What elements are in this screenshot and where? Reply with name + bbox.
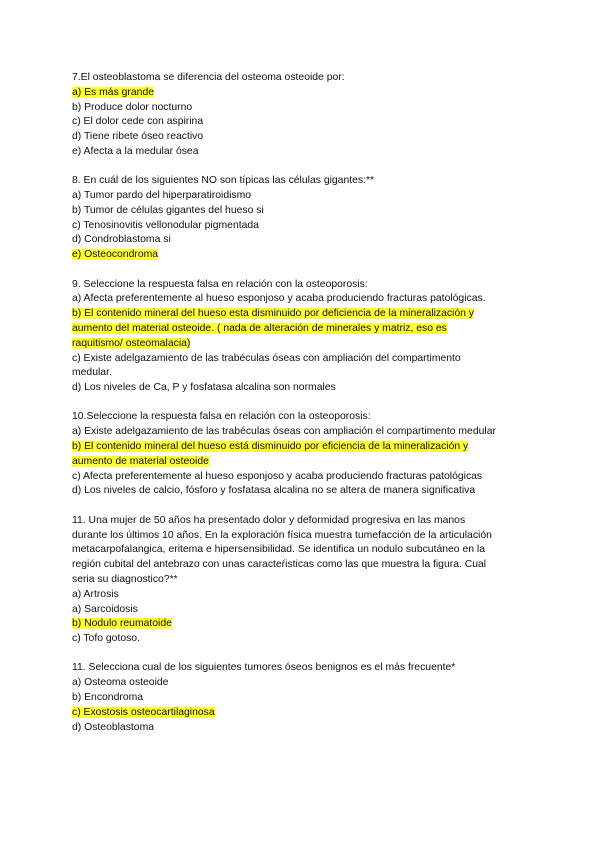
answer-option-text: c) Tofo gotoso. bbox=[72, 633, 140, 645]
answer-option bbox=[72, 130, 532, 145]
answer-option bbox=[72, 676, 532, 691]
answer-option bbox=[72, 603, 532, 618]
answer-option bbox=[72, 204, 532, 219]
answer-option-text: a) Osteoma osteoide bbox=[72, 677, 169, 689]
answer-option-text: d) Los niveles de calcio, fósforo y fosfatasa alcalina no se altera de manera significativa bbox=[72, 485, 476, 497]
answer-option-text: raquitismo/ osteomalacia) bbox=[72, 337, 191, 349]
question-stem: 8. En cuál de los siguientes NO son típicas las células gigantes:** bbox=[72, 175, 375, 187]
question-block bbox=[72, 174, 532, 263]
answer-option bbox=[72, 101, 532, 116]
question-stem: 11. Selecciona cual de los siguientes tumores óseos benignos es el más frecuente* bbox=[72, 662, 456, 674]
answer-option-text: aumento de material osteoide bbox=[72, 455, 209, 467]
answer-option-highlighted bbox=[72, 248, 532, 263]
answer-option-text: c) El dolor cede con aspirina bbox=[72, 116, 204, 128]
answer-option-text: aumento del material osteoide. ( nada de alteración de minerales y matriz, eso es bbox=[72, 322, 447, 334]
answer-option-text: a) Tumor pardo del hiperparatiroidismo bbox=[72, 190, 252, 202]
answer-option-text: b) Encondroma bbox=[72, 691, 144, 703]
answer-option-highlighted bbox=[72, 86, 532, 101]
answer-option-highlighted bbox=[72, 440, 532, 455]
answer-option-text: b) El contenido mineral del hueso esta disminuido por deficiencia de la mineralización y bbox=[72, 308, 474, 320]
answer-option-text: c) Tenosinovitis vellonodular pigmentada bbox=[72, 219, 259, 231]
answer-option-text: e) Osteocondroma bbox=[72, 249, 159, 261]
question-stem: metacarpofalangica, eritema e hipersensibilidad. Se identifica un nodulo subcutáneo en la bbox=[72, 544, 486, 556]
answer-option-text: a) Es más grande bbox=[72, 86, 155, 98]
answer-option bbox=[72, 691, 532, 706]
question-block bbox=[72, 71, 532, 160]
answer-option bbox=[72, 721, 532, 736]
answer-option bbox=[72, 366, 532, 381]
answer-option-text: d) Los niveles de Ca, P y fosfatasa alcalina son normales bbox=[72, 382, 336, 394]
answer-option-highlighted bbox=[72, 455, 532, 470]
answer-option bbox=[72, 115, 532, 130]
answer-option-text: d) Condroblastoma si bbox=[72, 234, 171, 246]
answer-option bbox=[72, 632, 532, 647]
answer-option-highlighted bbox=[72, 322, 532, 337]
answer-option-highlighted bbox=[72, 307, 532, 322]
question-stem: región cubital del antebrazo con unas caracteŕisticas como las que muestra la figura. Cual bbox=[72, 559, 487, 571]
question-block bbox=[72, 514, 532, 647]
answer-option-text: d) Osteoblastoma bbox=[72, 721, 155, 733]
answer-option-text: c) Afecta preferentemente al hueso esponjoso y acaba produciendo fracturas patológicas bbox=[72, 470, 483, 482]
answer-option-text: b) Tumor de células gigantes del hueso si bbox=[72, 204, 264, 216]
answer-option-text: a) Sarcoidosis bbox=[72, 603, 138, 615]
question-stem: seria su diagnostico?** bbox=[72, 573, 178, 585]
answer-option bbox=[72, 588, 532, 603]
question-stem: durante los últimos 10 años. En la exploración física muestra tumefacción de la articulación bbox=[72, 529, 492, 541]
answer-option bbox=[72, 219, 532, 234]
answer-option bbox=[72, 189, 532, 204]
answer-option-text: a) Artrosis bbox=[72, 588, 119, 600]
answer-option bbox=[72, 484, 532, 499]
answer-option-highlighted bbox=[72, 706, 532, 721]
answer-option bbox=[72, 292, 532, 307]
answer-option bbox=[72, 352, 532, 367]
answer-option-text: a) Afecta preferentemente al hueso esponjoso y acaba produciendo fracturas patológicas. bbox=[72, 293, 486, 305]
question-list bbox=[72, 71, 532, 750]
question-stem: 7.El osteoblastoma se diferencia del osteoma osteoide por: bbox=[72, 72, 345, 83]
answer-option-text: c) Existe adelgazamiento de las trabéculas óseas con ampliación del compartimento bbox=[72, 352, 461, 364]
answer-option bbox=[72, 233, 532, 248]
answer-option-text: b) Nodulo reumatoide bbox=[72, 618, 172, 630]
question-stem: 10.Seleccione la respuesta falsa en relación con la osteoporosis: bbox=[72, 411, 371, 423]
question-stem: 9. Seleccione la respuesta falsa en relación con la osteoporosis: bbox=[72, 278, 368, 290]
answer-option-text: a) Existe adelgazamiento de las trabéculas óseas con ampliación el compartimento medular bbox=[72, 426, 496, 438]
question-block bbox=[72, 278, 532, 396]
answer-option-text: b) Produce dolor nocturno bbox=[72, 101, 193, 113]
answer-option bbox=[72, 470, 532, 485]
question-block bbox=[72, 661, 532, 735]
question-stem: 11. Una mujer de 50 años ha presentado dolor y deformidad progresiva en las manos bbox=[72, 514, 466, 526]
answer-option-highlighted bbox=[72, 617, 532, 632]
answer-option bbox=[72, 145, 532, 160]
answer-option-text: e) Afecta a la medular ósea bbox=[72, 145, 199, 157]
answer-option-highlighted bbox=[72, 337, 532, 352]
answer-option-text: b) El contenido mineral del hueso está disminuido por eficiencia de la mineralización y bbox=[72, 441, 469, 453]
answer-option-text: c) Exostosis osteocartilaginosa bbox=[72, 706, 215, 718]
answer-option bbox=[72, 381, 532, 396]
question-block bbox=[72, 410, 532, 499]
answer-option bbox=[72, 425, 532, 440]
answer-option-text: medular. bbox=[72, 367, 112, 379]
answer-option-text: d) Tiene ribete óseo reactivo bbox=[72, 131, 204, 143]
